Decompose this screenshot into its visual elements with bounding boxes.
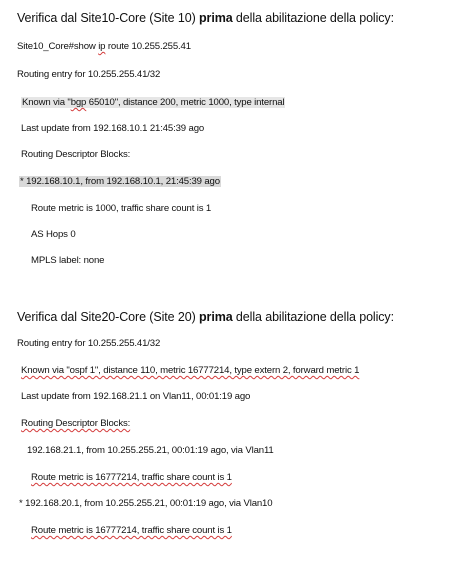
section1-rdb: Routing Descriptor Blocks: [21,149,131,160]
spellcheck-word: ip [98,41,106,52]
section2-route-metric-1: Route metric is 16777214, traffic share count is 1 [31,472,232,483]
spellcheck-word: bgp [70,97,87,108]
section1-routing-entry: Routing entry for 10.255.255.41/32 [17,69,161,80]
section1-last-update: Last update from 192.168.10.1 21:45:39 ago [21,123,205,134]
section1-mpls-label: MPLS label: none [31,255,105,266]
section2-hop-2: * 192.168.20.1, from 10.255.255.21, 00:01:19 ago, via Vlan10 [19,498,273,509]
section1-route-metric: Route metric is 1000, traffic share count is 1 [31,203,212,214]
section2-known-via: Known via "ospf 1", distance 110, metric 16777214, type extern 2, forward metric 1 [21,365,360,376]
section2-heading [17,311,394,324]
section2-heading-tail: della abilitazione della policy: [232,310,394,324]
section1-star-hop: * 192.168.10.1, from 192.168.10.1, 21:45:39 ago [20,176,220,187]
section2-heading-text: Verifica dal Site20-Core (Site 20) [17,310,200,324]
section1-heading-text: Verifica dal Site10-Core (Site 10) [17,11,200,25]
section2-rdb: Routing Descriptor Blocks: [21,418,131,429]
section1-heading-tail: della abilitazione della policy: [232,11,394,25]
section2-hop-1: 192.168.21.1, from 10.255.255.21, 00:01:19 ago, via Vlan11 [27,445,274,456]
section1-command: Site10_Core#show ip route 10.255.255.41 [17,41,191,52]
section1-heading [17,12,394,25]
section2-route-metric-2: Route metric is 16777214, traffic share count is 1 [31,525,232,536]
section1-heading-bold: prima [199,11,233,25]
section2-heading-bold: prima [199,310,233,324]
section1-known-via: Known via "bgp 65010", distance 200, metric 1000, type internal [22,97,285,108]
section2-routing-entry: Routing entry for 10.255.255.41/32 [17,338,161,349]
section2-last-update: Last update from 192.168.21.1 on Vlan11, 00:01:19 ago [21,391,251,402]
section1-as-hops: AS Hops 0 [31,229,76,240]
